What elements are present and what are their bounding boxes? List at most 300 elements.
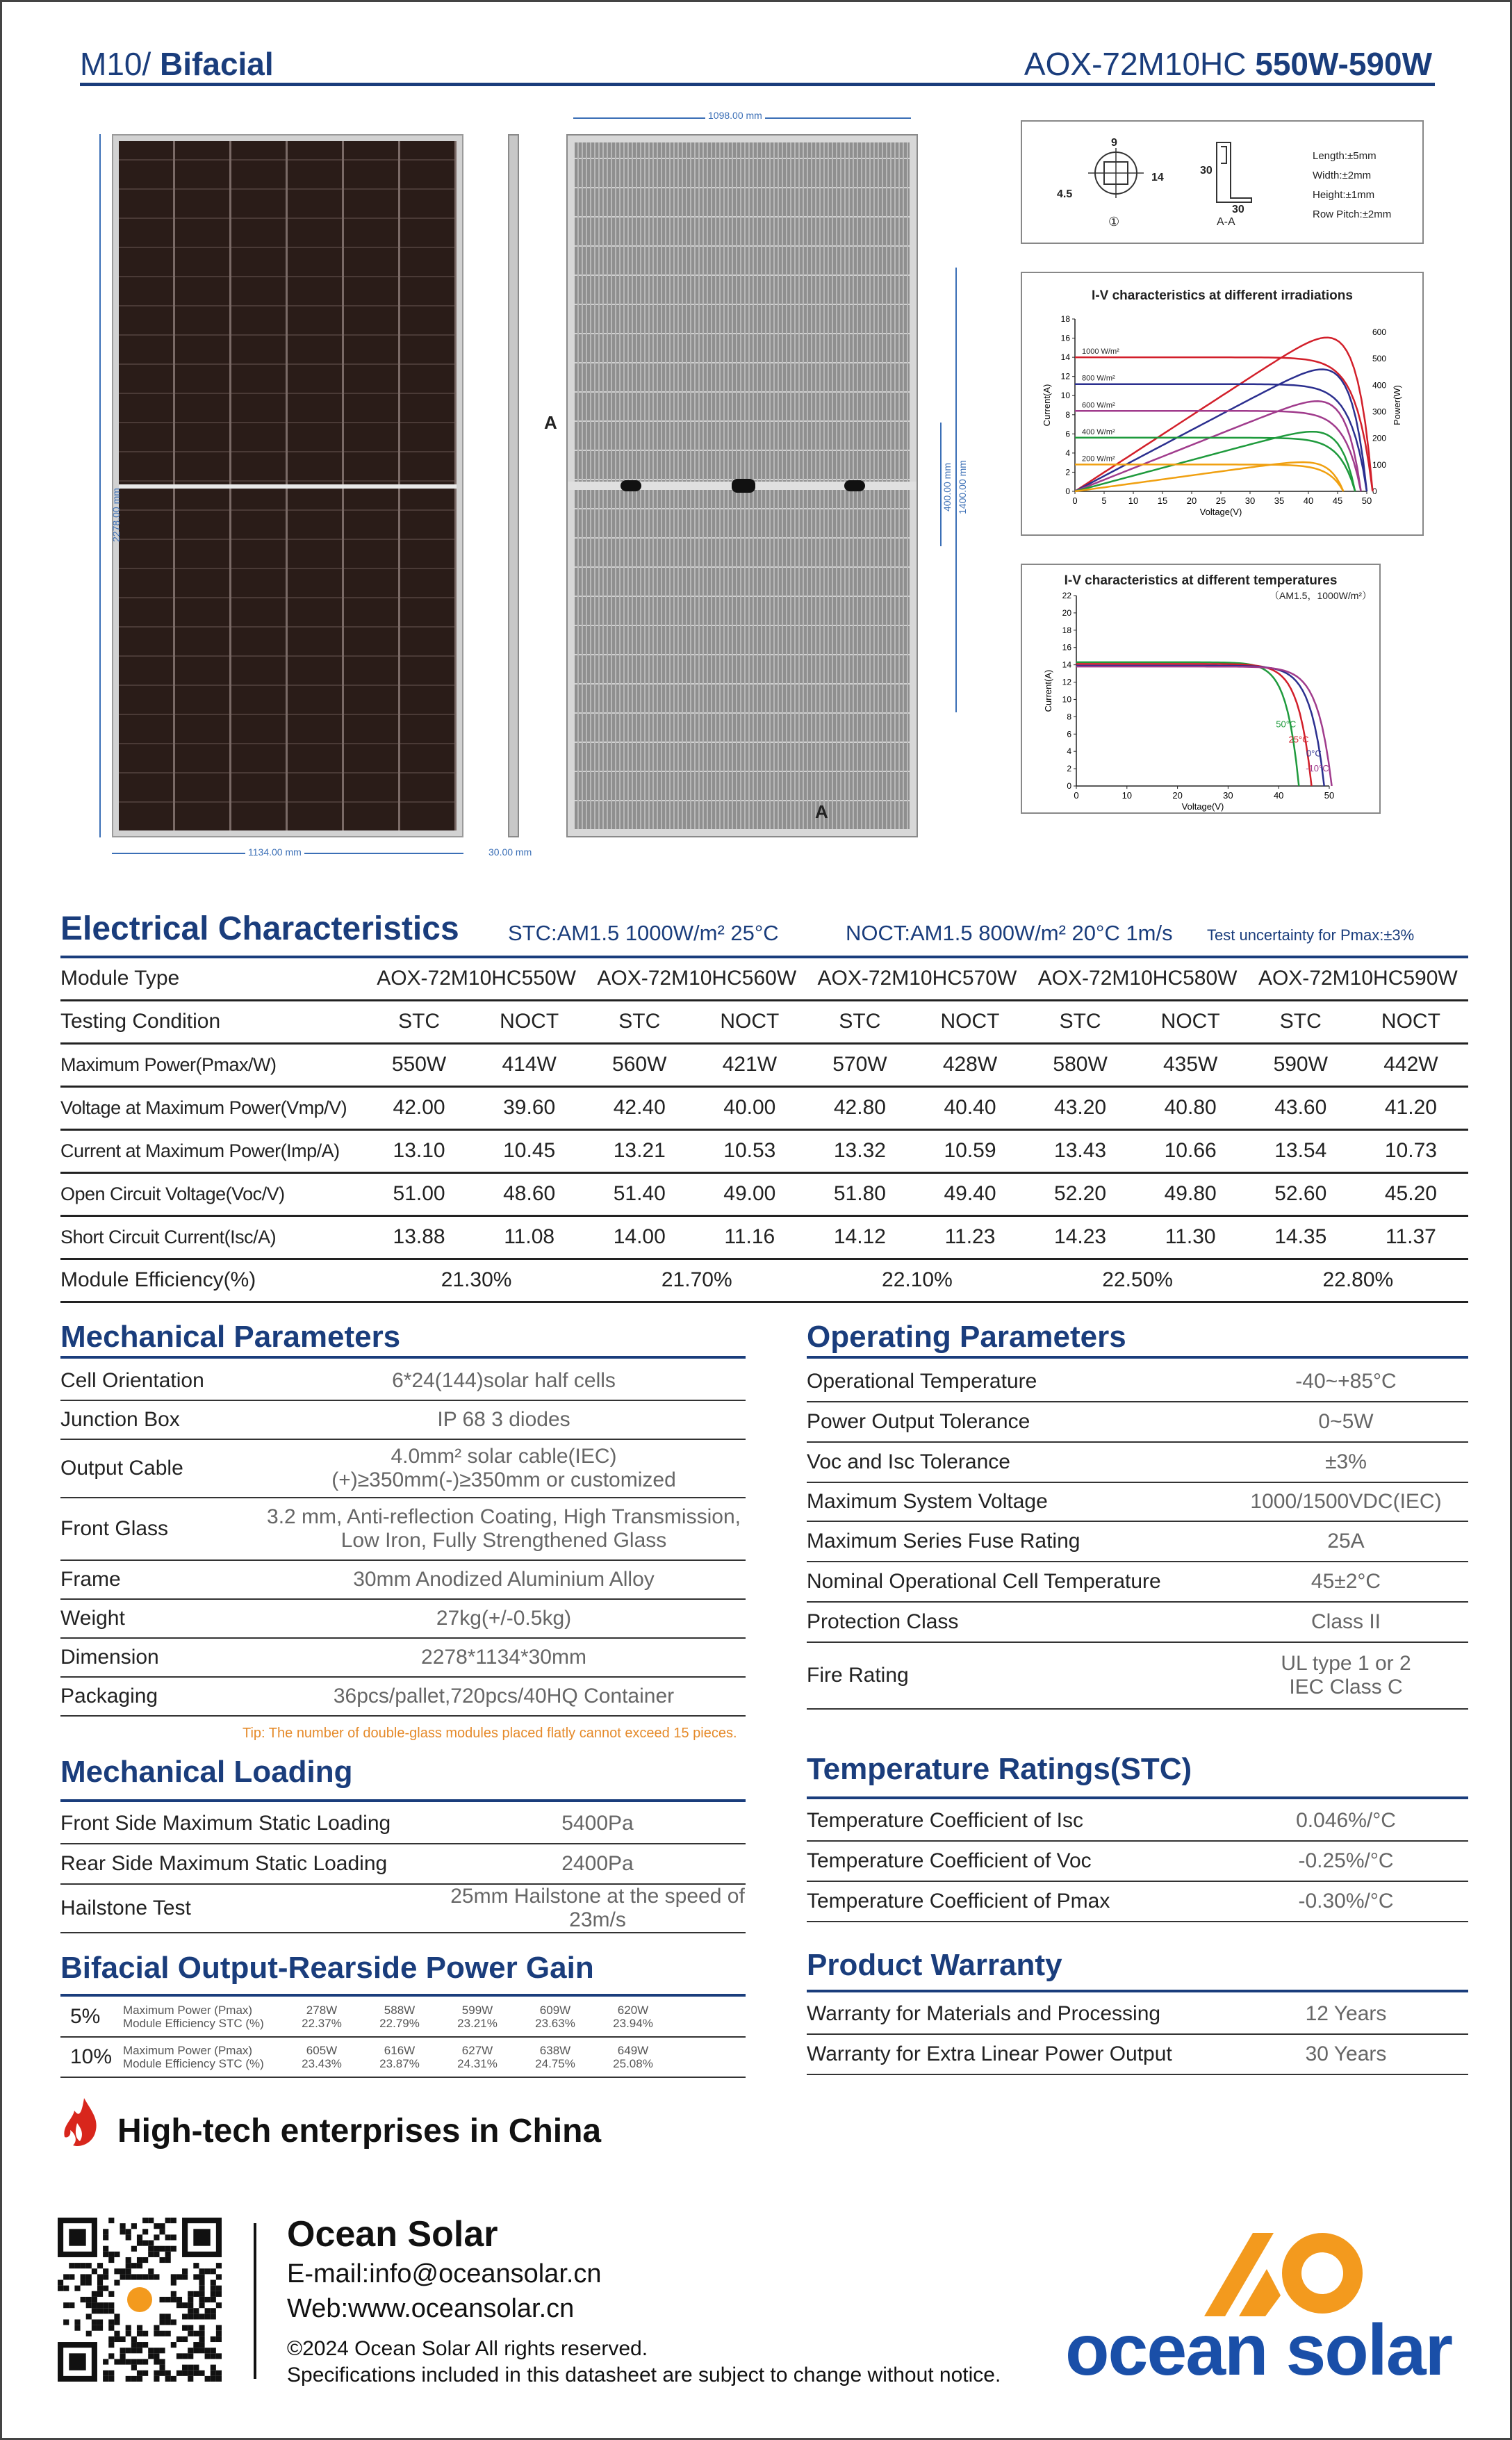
- y-tick-label: 6: [1065, 429, 1070, 439]
- qr-module: [171, 2280, 176, 2286]
- qr-module: [108, 2252, 114, 2257]
- table-row: [60, 1215, 1468, 1259]
- x-tick-label: 40: [1303, 496, 1314, 506]
- model-570: AOX-72M10HC570W: [807, 957, 1027, 1000]
- x-tick-label: 35: [1274, 496, 1285, 506]
- table-row: [807, 1602, 1468, 1642]
- qr-module: [58, 2286, 63, 2291]
- gain-value: [594, 2037, 672, 2077]
- dim-line-height: [99, 134, 101, 837]
- qr-module: [120, 2229, 126, 2234]
- qr-module: [92, 2297, 97, 2302]
- qr-module: [131, 2342, 137, 2348]
- qr-module: [216, 2286, 222, 2291]
- mechanical-table: [60, 1361, 746, 1717]
- series-label: 200 W/m²: [1082, 455, 1115, 464]
- y-tick-label: 10: [1060, 391, 1070, 401]
- param-value-line1: -0.30%/°C: [1298, 1890, 1394, 1913]
- qr-finder-core: [69, 2353, 85, 2370]
- y2-tick-label: 500: [1372, 354, 1387, 364]
- mechanical-rule: [60, 1356, 746, 1359]
- table-row: [60, 1638, 746, 1677]
- detail-dim-14: 14: [1151, 172, 1164, 183]
- qr-module: [131, 2274, 137, 2279]
- electrical-title: Electrical Characteristics: [60, 910, 459, 947]
- qr-module: [199, 2297, 204, 2302]
- qr-code[interactable]: [58, 2218, 222, 2382]
- qr-module: [176, 2371, 182, 2376]
- qr-module: [86, 2274, 92, 2279]
- param-value: [1224, 1602, 1468, 1642]
- param-value-line1: 0.046%/°C: [1296, 1808, 1396, 1832]
- qr-module: [176, 2302, 182, 2308]
- qr-module: [188, 2376, 193, 2382]
- ocean-solar-logo-text: ocean solar: [1065, 2310, 1452, 2391]
- param-label: Junction Box: [60, 1400, 262, 1439]
- qr-module: [74, 2263, 80, 2268]
- y-tick-label: 22: [1062, 591, 1071, 600]
- qr-module: [126, 2268, 131, 2274]
- tolerance-height: Height:±1mm: [1313, 189, 1375, 201]
- qr-module: [126, 2257, 131, 2263]
- qr-module: [142, 2331, 148, 2336]
- bifacial-title: Bifacial Output-Rearside Power Gain: [60, 1951, 594, 1985]
- qr-module: [142, 2257, 148, 2263]
- table-row: [60, 1129, 1468, 1172]
- cell-value: 49.00: [692, 1172, 807, 1215]
- gain-efficiency: 24.75%: [535, 2057, 575, 2070]
- cell-value: NOCT: [1354, 1000, 1468, 1043]
- junction-box-right: [844, 480, 865, 491]
- param-label: Rear Side Maximum Static Loading: [60, 1844, 450, 1884]
- qr-module: [199, 2336, 204, 2342]
- qr-module: [188, 2291, 193, 2297]
- contact-web[interactable]: Web:www.oceansolar.cn: [287, 2294, 575, 2323]
- series-label: 1000 W/m²: [1082, 347, 1119, 357]
- cell-value: 11.08: [472, 1215, 586, 1259]
- chart1-title: I-V characteristics at different irradiations: [1092, 288, 1353, 303]
- qr-module: [159, 2319, 165, 2325]
- param-value-line1: 30mm Anodized Aluminium Alloy: [353, 1568, 655, 1591]
- x-tick-label: 0: [1072, 496, 1078, 506]
- qr-module: [176, 2336, 182, 2342]
- param-value-line1: ±3%: [1325, 1450, 1367, 1473]
- cell-value: NOCT: [692, 1000, 807, 1043]
- series-label: 800 W/m²: [1082, 374, 1115, 383]
- qr-module: [148, 2268, 154, 2274]
- qr-module: [103, 2308, 108, 2314]
- qr-module: [126, 2376, 131, 2382]
- x-tick-label: 45: [1332, 496, 1343, 506]
- contact-email[interactable]: E-mail:info@oceansolar.cn: [287, 2259, 602, 2288]
- noct-condition: NOCT:AM1.5 800W/m² 20°C 1m/s: [846, 921, 1173, 945]
- x-axis-label: Voltage(V): [1181, 801, 1224, 812]
- cell-value: 13.43: [1028, 1129, 1133, 1172]
- x-axis-label: Voltage(V): [1199, 507, 1242, 517]
- efficiency-label: Module Efficiency(%): [60, 1259, 366, 1302]
- cell-value: 42.80: [807, 1086, 912, 1129]
- param-value: [1224, 1994, 1468, 2034]
- model-550: AOX-72M10HC550W: [366, 957, 586, 1000]
- qr-module: [137, 2257, 142, 2263]
- y-tick-label: 2: [1065, 467, 1070, 477]
- qr-module: [199, 2286, 204, 2291]
- x-tick-label: 30: [1223, 790, 1233, 801]
- series-label: 50°C: [1276, 719, 1297, 730]
- qr-module: [137, 2234, 142, 2240]
- y-tick-label: 2: [1067, 764, 1071, 774]
- qr-module: [137, 2263, 142, 2268]
- panel-front-divider: [119, 484, 457, 489]
- qr-module: [126, 2263, 131, 2268]
- qr-module: [199, 2342, 204, 2348]
- param-label: Temperature Coefficient of Voc: [807, 1841, 1224, 1881]
- gain-efficiency: 23.21%: [457, 2016, 498, 2030]
- row-label: Maximum Power(Pmax/W): [60, 1043, 366, 1086]
- x-tick-label: 30: [1244, 496, 1256, 506]
- qr-module: [126, 2274, 131, 2279]
- qr-finder-core: [69, 2229, 85, 2245]
- iv-curve-series: [1076, 662, 1299, 786]
- qr-module: [120, 2268, 126, 2274]
- panel-back-view: [566, 134, 918, 837]
- qr-module: [137, 2376, 142, 2382]
- cell-value: NOCT: [472, 1000, 586, 1043]
- gain-label-efficiency: Module Efficiency STC (%): [123, 2057, 264, 2070]
- qr-module: [97, 2291, 103, 2297]
- qr-module: [159, 2229, 165, 2234]
- qr-module: [193, 2331, 199, 2336]
- x-tick-label: 50: [1324, 790, 1335, 801]
- qr-module: [165, 2234, 171, 2240]
- gain-efficiency: 23.94%: [613, 2016, 653, 2030]
- param-value-line1: -0.25%/°C: [1298, 1849, 1394, 1872]
- x-tick-label: 10: [1128, 496, 1139, 506]
- table-row: [60, 1172, 1468, 1215]
- gain-value: [283, 2037, 361, 2077]
- qr-module: [171, 2297, 176, 2302]
- qr-module: [69, 2263, 74, 2268]
- param-label: Fire Rating: [807, 1642, 1224, 1709]
- dim-400: 400.00 mm: [942, 462, 953, 512]
- param-label: Temperature Coefficient of Pmax: [807, 1881, 1224, 1922]
- efficiency-550: 21.30%: [366, 1259, 586, 1302]
- cell-value: 51.40: [586, 1172, 692, 1215]
- param-label: Weight: [60, 1599, 262, 1638]
- x-tick-label: 20: [1186, 496, 1197, 506]
- qr-module: [137, 2371, 142, 2376]
- qr-module: [148, 2274, 154, 2279]
- param-value: [1224, 1642, 1468, 1709]
- qr-module: [154, 2234, 159, 2240]
- qr-module: [165, 2314, 171, 2319]
- qr-module: [165, 2246, 171, 2252]
- qr-module: [188, 2325, 193, 2331]
- qr-module: [114, 2331, 120, 2336]
- cell-value: STC: [586, 1000, 692, 1043]
- series-label: -10°C: [1306, 762, 1329, 773]
- qr-module: [108, 2308, 114, 2314]
- qr-module: [120, 2359, 126, 2364]
- series-label: 25°C: [1288, 734, 1309, 745]
- cell-value: 49.80: [1133, 1172, 1248, 1215]
- param-value-line2: (+)≥350mm(-)≥350mm or customized: [331, 1468, 676, 1491]
- qr-module: [182, 2353, 188, 2359]
- cell-value: 13.88: [366, 1215, 472, 1259]
- qr-module: [171, 2291, 176, 2297]
- qr-module: [97, 2308, 103, 2314]
- param-value-line1: 45±2°C: [1310, 1570, 1381, 1593]
- chart2-title: I-V characteristics at different temperatures: [1064, 573, 1338, 588]
- table-row: [60, 1803, 746, 1844]
- row-label: Current at Maximum Power(Imp/A): [60, 1129, 366, 1172]
- qr-module: [211, 2314, 216, 2319]
- ocean-solar-logo-icon: [1176, 2219, 1385, 2323]
- gain-efficiency: 23.87%: [379, 2057, 420, 2070]
- param-label: Front Glass: [60, 1498, 262, 1560]
- gain-label-efficiency: Module Efficiency STC (%): [123, 2016, 264, 2030]
- qr-module: [205, 2353, 211, 2359]
- cell-value: 49.40: [912, 1172, 1027, 1215]
- qr-module: [176, 2353, 182, 2359]
- qr-module: [81, 2280, 86, 2286]
- cell-value: 42.40: [586, 1086, 692, 1129]
- qr-module: [142, 2241, 148, 2246]
- y2-tick-label: 0: [1372, 486, 1377, 496]
- qr-module: [193, 2274, 199, 2279]
- qr-module: [154, 2371, 159, 2376]
- y2-axis-label: Power(W): [1392, 385, 1402, 425]
- qr-module: [108, 2302, 114, 2308]
- efficiency-560: 21.70%: [586, 1259, 807, 1302]
- qr-module: [120, 2274, 126, 2279]
- qr-module: [86, 2331, 92, 2336]
- loading-title: Mechanical Loading: [60, 1755, 353, 1789]
- junction-box-center: [732, 479, 755, 493]
- tolerance-length: Length:±5mm: [1313, 150, 1377, 162]
- section-mark-top: A: [544, 412, 557, 433]
- table-row: [807, 1801, 1468, 1841]
- x-tick-label: 15: [1157, 496, 1168, 506]
- param-value: [1224, 1482, 1468, 1521]
- qr-module: [165, 2257, 171, 2263]
- table-row: [60, 1400, 746, 1439]
- qr-module: [103, 2246, 108, 2252]
- qr-module: [205, 2314, 211, 2319]
- param-label: Front Side Maximum Static Loading: [60, 1803, 450, 1844]
- x-tick-label: 0: [1074, 790, 1079, 801]
- qr-module: [188, 2297, 193, 2302]
- qr-module: [114, 2268, 120, 2274]
- qr-module: [199, 2331, 204, 2336]
- qr-module: [108, 2319, 114, 2325]
- y-tick-label: 18: [1060, 314, 1070, 324]
- qr-module: [126, 2325, 131, 2331]
- table-row: [807, 1482, 1468, 1521]
- param-label: Power Output Tolerance: [807, 1402, 1224, 1442]
- qr-module: [103, 2371, 108, 2376]
- table-row: [60, 1997, 746, 2037]
- y-tick-label: 0: [1065, 486, 1070, 496]
- param-value-line1: 6*24(144)solar half cells: [392, 1368, 616, 1392]
- param-label: Warranty for Extra Linear Power Output: [807, 2034, 1224, 2074]
- param-value-line1: 1000/1500VDC(IEC): [1250, 1490, 1442, 1513]
- qr-module: [142, 2274, 148, 2279]
- qr-module: [120, 2353, 126, 2359]
- gain-value: [361, 1997, 438, 2037]
- qr-module: [188, 2302, 193, 2308]
- param-value: [1224, 1881, 1468, 1922]
- panel-side-view: [508, 134, 519, 837]
- y-tick-label: 8: [1065, 409, 1070, 420]
- cell-value: 13.21: [586, 1129, 692, 1172]
- stacking-tip: Tip: The number of double-glass modules placed flatly cannot exceed 15 pieces.: [243, 1726, 737, 1741]
- iv-temperature-chart-box: [1021, 564, 1381, 814]
- table-row: [60, 1439, 746, 1498]
- param-value: [1224, 1442, 1468, 1482]
- cell-value: 442W: [1354, 1043, 1468, 1086]
- qr-module: [216, 2325, 222, 2331]
- table-row: [60, 1844, 746, 1884]
- detail-aa-label: A-A: [1217, 216, 1235, 228]
- qr-module: [211, 2348, 216, 2353]
- detail-dim-4-5: 4.5: [1057, 188, 1073, 200]
- param-value: [262, 1560, 746, 1599]
- param-label: Operational Temperature: [807, 1361, 1224, 1402]
- qr-module: [165, 2371, 171, 2376]
- loading-rule: [60, 1799, 746, 1802]
- cell-value: 52.60: [1248, 1172, 1354, 1215]
- qr-module: [120, 2348, 126, 2353]
- dim-height-front: 2278.00 mm: [110, 488, 122, 542]
- qr-module: [131, 2348, 137, 2353]
- dim-thickness: 30.00 mm: [488, 846, 532, 858]
- cell-value: 421W: [692, 1043, 807, 1086]
- chart2-subtitle: （AM1.5，1000W/m²）: [1269, 590, 1372, 601]
- y-tick-label: 16: [1062, 642, 1071, 653]
- qr-module: [131, 2336, 137, 2342]
- y2-tick-label: 200: [1372, 433, 1387, 443]
- qr-module: [97, 2319, 103, 2325]
- warranty-rule: [807, 1990, 1468, 1992]
- qr-module: [171, 2246, 176, 2252]
- cell-value: 11.16: [692, 1215, 807, 1259]
- bifacial-table: [60, 1997, 746, 2078]
- qr-module: [211, 2291, 216, 2297]
- qr-module: [165, 2376, 171, 2382]
- qr-finder-core: [193, 2229, 210, 2245]
- series-label: 400 W/m²: [1082, 427, 1115, 436]
- qr-module: [193, 2314, 199, 2319]
- param-value: [262, 1361, 746, 1400]
- qr-module: [114, 2280, 120, 2286]
- param-value: [1224, 1841, 1468, 1881]
- operating-table: [807, 1361, 1468, 1710]
- cell-value: 14.12: [807, 1215, 912, 1259]
- panel-front-view: [112, 134, 463, 837]
- y2-tick-label: 100: [1372, 459, 1387, 470]
- qr-module: [159, 2371, 165, 2376]
- cell-value: 13.32: [807, 1129, 912, 1172]
- y-tick-label: 14: [1062, 660, 1071, 670]
- qr-module: [216, 2263, 222, 2268]
- cell-value: 40.40: [912, 1086, 1027, 1129]
- cell-value: STC: [1248, 1000, 1354, 1043]
- qr-module: [86, 2314, 92, 2319]
- gain-labels: [123, 2037, 283, 2077]
- qr-module: [193, 2348, 199, 2353]
- param-label: Dimension: [60, 1638, 262, 1677]
- qr-module: [103, 2286, 108, 2291]
- model-560: AOX-72M10HC560W: [586, 957, 807, 1000]
- table-row: [60, 1677, 746, 1716]
- param-value-line1: 4.0mm² solar cable(IEC): [391, 1445, 617, 1468]
- operating-title: Operating Parameters: [807, 1320, 1126, 1354]
- cell-value: 51.80: [807, 1172, 912, 1215]
- qr-module: [74, 2319, 80, 2325]
- module-type-label: Module Type: [60, 957, 366, 1000]
- y-tick-label: 6: [1067, 729, 1071, 739]
- gain-power: 627W: [461, 2044, 493, 2057]
- gain-value: [361, 2037, 438, 2077]
- mechanical-title: Mechanical Parameters: [60, 1320, 401, 1354]
- qr-module: [182, 2365, 188, 2371]
- qr-module: [103, 2274, 108, 2279]
- qr-module: [211, 2365, 216, 2371]
- table-row: [60, 1884, 746, 1933]
- qr-module: [211, 2268, 216, 2274]
- qr-module: [114, 2359, 120, 2364]
- table-row: [807, 1994, 1468, 2034]
- qr-module: [92, 2291, 97, 2297]
- qr-module: [205, 2308, 211, 2314]
- qr-module: [171, 2342, 176, 2348]
- param-value: [262, 1400, 746, 1439]
- qr-module: [154, 2376, 159, 2382]
- power-curve-series: [1075, 401, 1361, 491]
- param-value-line1: 2400Pa: [561, 1852, 634, 1875]
- qr-logo-icon: [127, 2287, 152, 2312]
- gain-spacer: [672, 1997, 746, 2037]
- cell-value: 13.54: [1248, 1129, 1354, 1172]
- qr-module: [137, 2359, 142, 2364]
- gain-power: 649W: [617, 2044, 649, 2057]
- cell-value: 45.20: [1354, 1172, 1468, 1215]
- param-value-line1: 0~5W: [1318, 1410, 1374, 1433]
- gain-power: 278W: [306, 2003, 338, 2017]
- qr-module: [148, 2353, 154, 2359]
- param-value-line1: Class II: [1310, 1610, 1381, 1633]
- qr-module: [188, 2308, 193, 2314]
- qr-module: [199, 2348, 204, 2353]
- qr-module: [211, 2297, 216, 2302]
- cell-value: 10.73: [1354, 1129, 1468, 1172]
- cell-value: 43.60: [1248, 1086, 1354, 1129]
- param-value-line1: IP 68 3 diodes: [437, 1408, 570, 1431]
- qr-module: [131, 2223, 137, 2229]
- param-value: [450, 1803, 746, 1844]
- param-label: Maximum Series Fuse Rating: [807, 1521, 1224, 1562]
- dim-width-front: 1134.00 mm: [245, 846, 304, 858]
- qr-module: [216, 2336, 222, 2342]
- y2-tick-label: 600: [1372, 327, 1387, 338]
- efficiency-570: 22.10%: [807, 1259, 1027, 1302]
- gain-value: [438, 1997, 516, 2037]
- qr-module: [148, 2218, 154, 2223]
- qr-module: [103, 2268, 108, 2274]
- qr-module: [205, 2297, 211, 2302]
- cell-value: 560W: [586, 1043, 692, 1086]
